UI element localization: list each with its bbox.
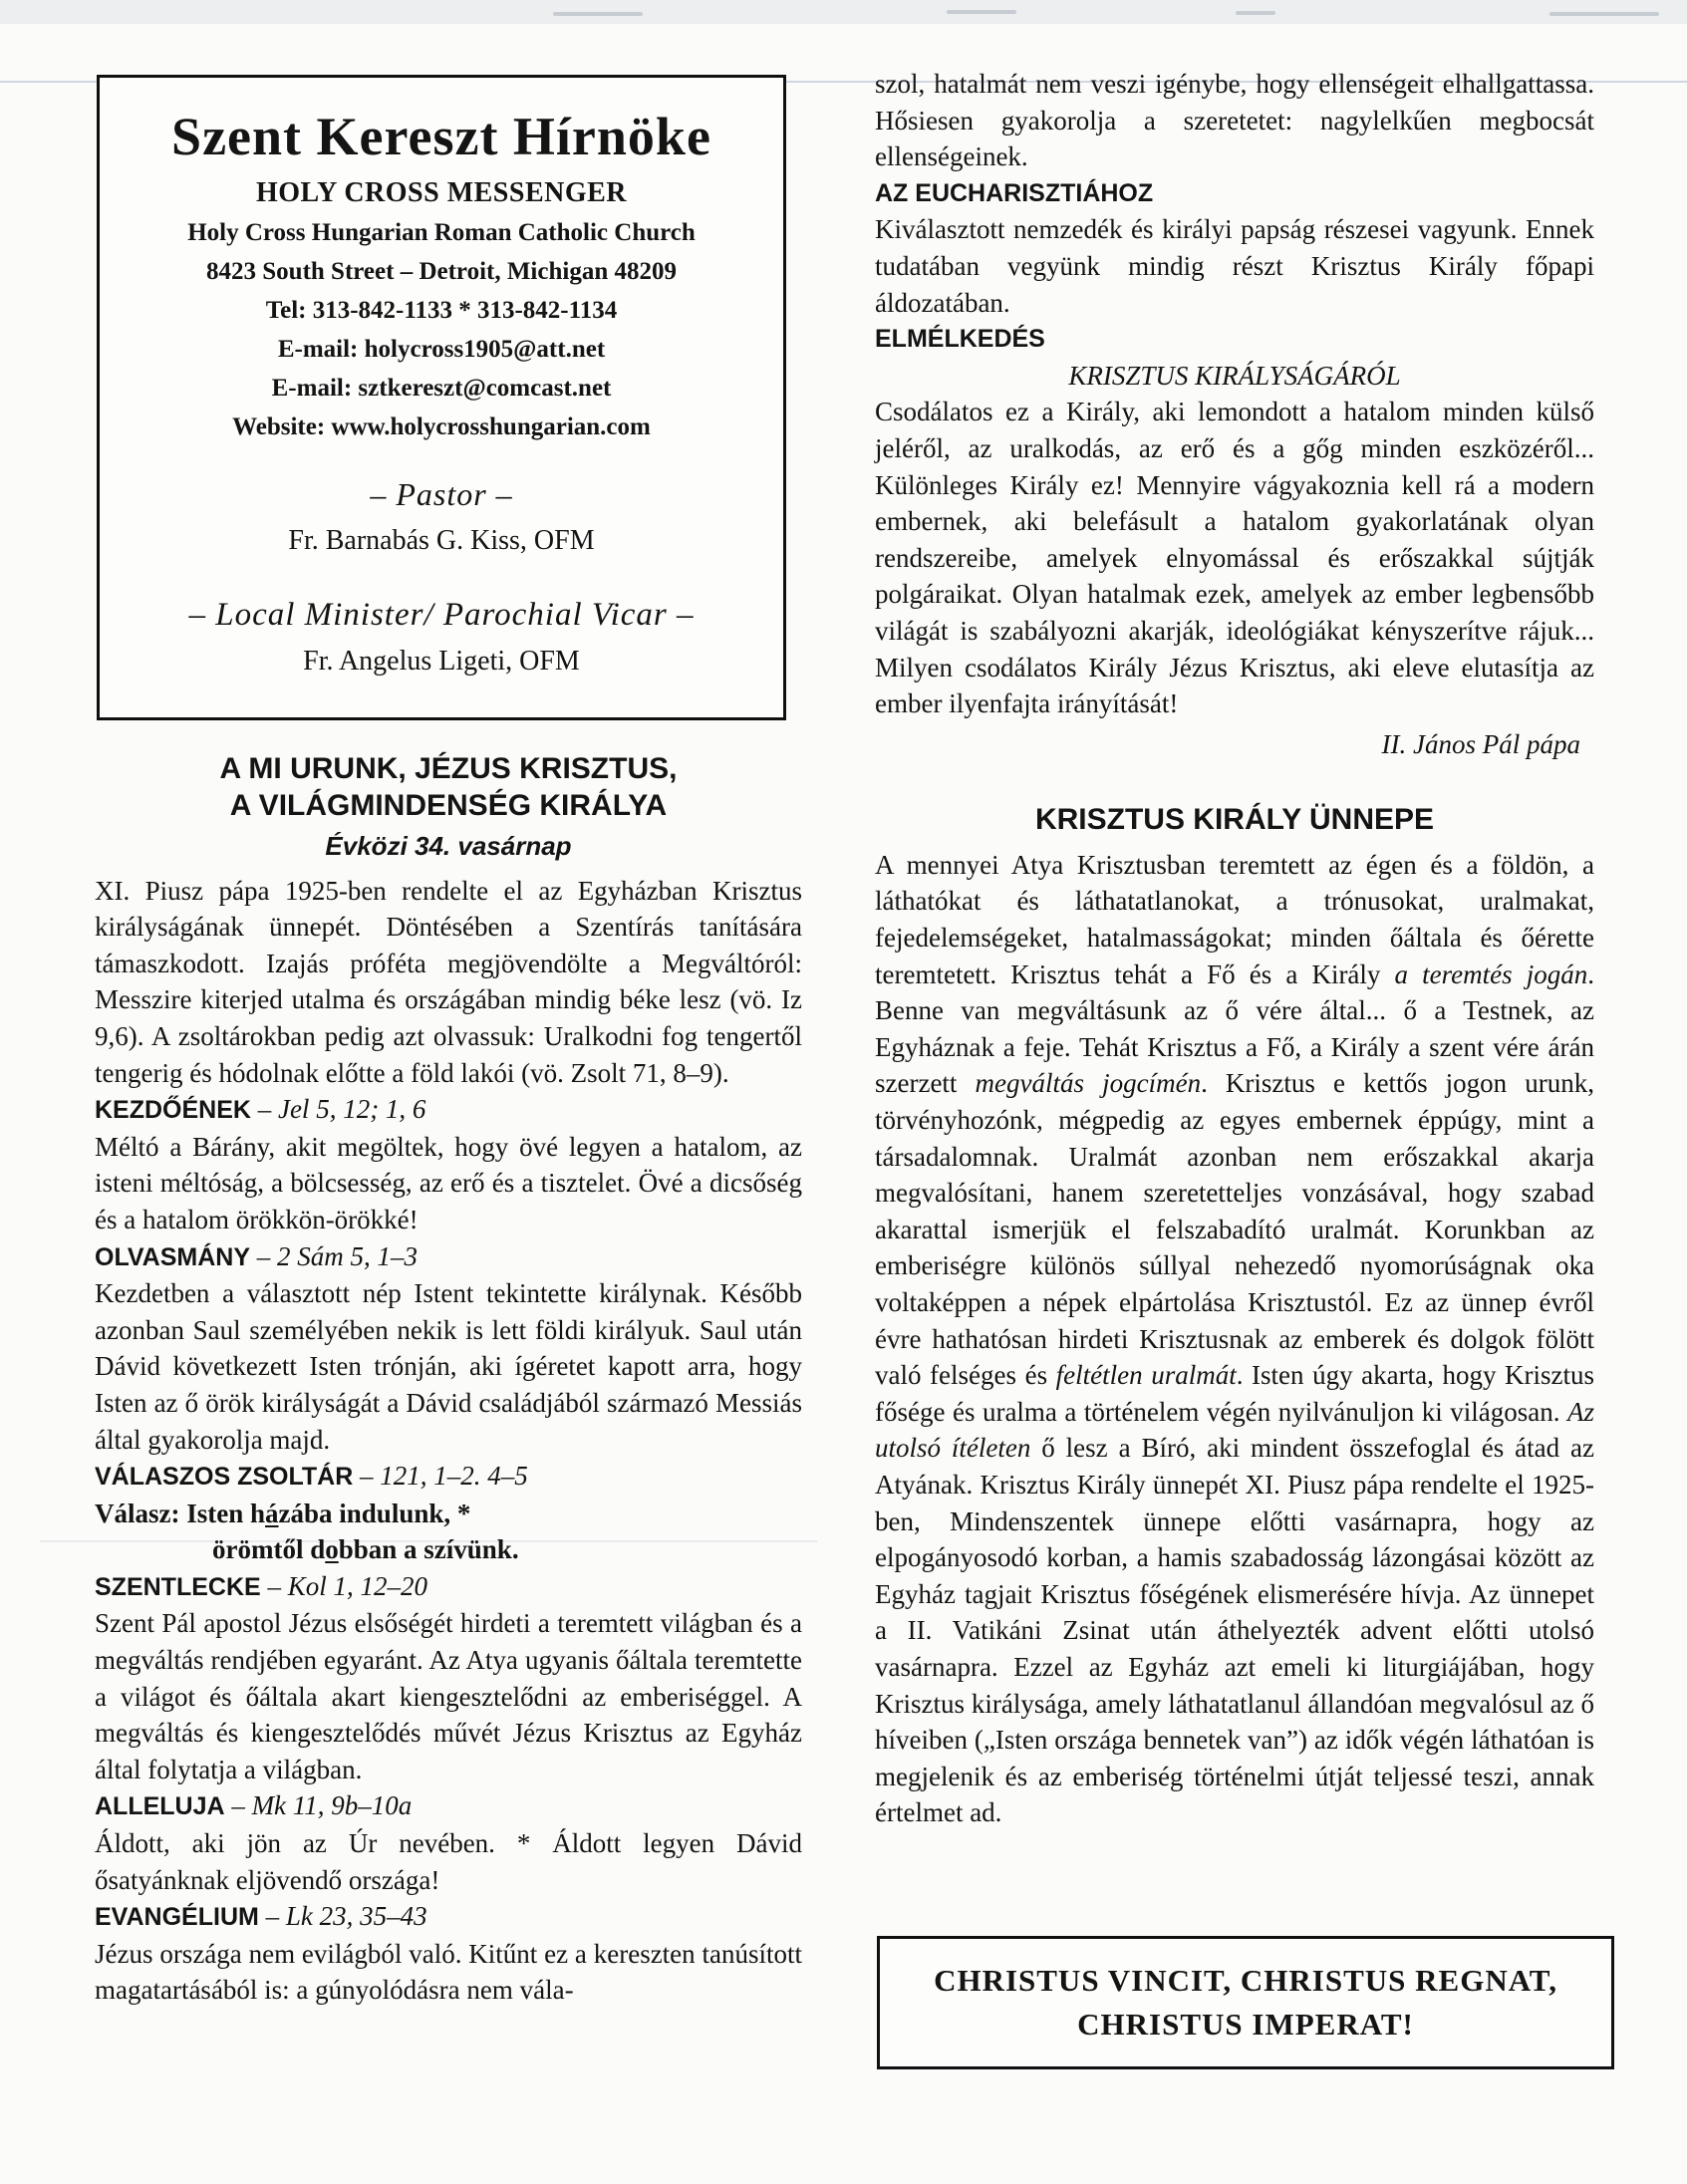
church-address: 8423 South Street – Detroit, Michigan 48209 bbox=[206, 258, 677, 285]
feast-heading-line2: A VILÁGMINDENSÉG KIRÁLYA bbox=[229, 789, 668, 822]
section-label: SZENTLECKE bbox=[95, 1572, 261, 1601]
section-body: Jézus országa nem evilágból való. Kitűnt ez a kereszten tanúsított magatartásából is: a gúnyolódásra nem vála- bbox=[95, 1938, 802, 2006]
section-label: ALLELUJA bbox=[95, 1792, 225, 1821]
section-label: EVANGÉLIUM bbox=[95, 1903, 259, 1932]
pastor-label: – Pastor – bbox=[370, 476, 513, 512]
section-label: OLVASMÁNY bbox=[95, 1242, 251, 1271]
section-reference: – Kol 1, 12–20 bbox=[267, 1570, 427, 1601]
sunday-subtitle: Évközi 34. vasárnap bbox=[325, 831, 572, 861]
gospel-continuation: szol, hatalmát nem veszi igénybe, hogy ellenségeit elhallgattassa. Hősiesen gyakorolja a szeretetet: nagylelkűen megbocsát ellenségeinek. bbox=[875, 69, 1594, 172]
section-label: KEZDŐÉNEK bbox=[95, 1096, 251, 1125]
motto-line1: CHRISTUS VINCIT, CHRISTUS REGNAT, bbox=[934, 1963, 1557, 1998]
eucharist-body: Kiválasztott nemzedék és királyi papság részesei vagyunk. Ennek tudatában vegyünk mindig részt Krisztus Király főpapi áldozatában. bbox=[875, 214, 1594, 318]
feast-article-body: A mennyei Atya Krisztusban teremtett az égen és a földön, a láthatókat és láthatatlanokat, a trónusokat, uralmakat, fejedelemségeket, hatalmasságokat; minden őáltala és őérette teremtetett. Krisztus tehát a Fő és a Király a teremtés jogán. Benne van megváltásunk az ő vére által... ő a Testnek, az Egyháznak a feje. Tehát Krisztus a Fő, a Király a szent vére árán szerzett megváltás jogcímén. Krisztus e kettős jogon urunk, törvényhozónk, mégpedig az egyes embernek éppúgy, mint a társadalomnak. Uralmát azonban nem erőszakkal akarja megvalósítani, hanem szeretetteljes vonzásával, hogy szabad akarattal ismerjük el felszabadító uralmát. Korunkban az emberiségre különös súllyal nehezedő nyomorúságnak oka voltaképpen a népek elpártolása Krisztustól. Ez az ünnep évről évre hathatósan hirdeti Krisztusnak az emberek és dolgok fölött való felséges és feltétlen uralmát. Isten úgy akarta, hogy Krisztus fősége és uralma a történelem végén nyilvánuljon ki világosan. Az utolsó ítéleten ő lesz a Bíró, aki mindent összefoglal és átad az Atyának. Krisztus Király ünnepét XI. Piusz pápa rendelte el 1925-ben, Mindenszentek ünnepe előtti vasárnapra, hogy az elpogányosodó korban, a hamis szabadosság lázongásai között az Egyház tagjait Krisztus főségének elismerésére hívja. Az ünnepet a II. Vatikáni Zsinat után áthelyezték advent előtti utolsó vasárnapra. Ezzel az Egyház azt emeli ki liturgiájában, hogy Krisztus királysága, amely láthatatlanul állandóan megvalósul az ő híveiben („Isten országa bennetek van”) az idők végén láthatóan is megjelenik és az emberiség történelmi útját teljessé teszi, annak értelmet ad. bbox=[875, 849, 1595, 1828]
scan-artifact-top-strip bbox=[0, 0, 1687, 24]
intro-paragraph: XI. Piusz pápa 1925-ben rendelte el az Egyházban Krisztus királyságának ünnepét. Döntésében a Szentírás tanítására támaszkodott. Izajás próféta megjövendölte a Megváltóról: Messzire kiterjed utalma és országában mindig béke lesz (vö. Iz 9,6). A zsoltárokban pedig azt olvassuk: Uralkodni fog tengertől tengerig és hódolnak előtte a föld lakói (vö. Zsolt 71, 8–9). bbox=[95, 875, 802, 1088]
section-head-szentlecke bbox=[95, 1568, 802, 1606]
church-email-1: E-mail: holycross1905@att.net bbox=[277, 336, 606, 363]
feast-heading-line1: A MI URUNK, JÉZUS KRISZTUS, bbox=[219, 752, 678, 785]
section-body: Áldott, aki jön az Úr nevében. * Áldott legyen Dávid ősatyánknak eljövendő országa! bbox=[95, 1828, 802, 1895]
section-label: VÁLASZOS ZSOLTÁR bbox=[95, 1463, 354, 1492]
section-reference: – Jel 5, 12; 1, 6 bbox=[257, 1094, 426, 1125]
section-reference: – Lk 23, 35–43 bbox=[265, 1901, 427, 1932]
scan-artifact-dash bbox=[947, 10, 1016, 14]
masthead-title: Szent Kereszt Hírnöke bbox=[171, 107, 711, 166]
motto-box bbox=[877, 1936, 1614, 2069]
scan-artifact-dash bbox=[1549, 12, 1659, 16]
section-head-meditation: ELMÉLKEDÉS bbox=[875, 325, 1045, 354]
section-body: Szent Pál apostol Jézus elsőségét hirdeti a teremtett világban és a megváltás rendjében egyaránt. Az Atya ugyanis őáltala teremtette a világot és őáltala akart kiengesztelődni az emberiséggel. A megváltás és kiengesztelődés művét Jézus Krisztus az Egyház által folytatja a világban. bbox=[95, 1608, 802, 1784]
scan-artifact-dash bbox=[1236, 11, 1275, 15]
section-reference: – Mk 11, 9b–10a bbox=[231, 1790, 413, 1821]
psalm-response-line1: Válasz: Isten házába indulunk, * bbox=[95, 1498, 471, 1528]
masthead-box bbox=[97, 75, 786, 720]
feast-article-title: KRISZTUS KIRÁLY ÜNNEPE bbox=[1034, 803, 1435, 837]
meditation-attribution: II. János Pál pápa bbox=[1381, 728, 1580, 759]
section-body: Méltó a Bárány, akit megöltek, hogy övé legyen a hatalom, az isteni méltóság, a bölcsesség, az erő és a tisztelet. Övé a dicsőség és a hatalom örökkön-örökké! bbox=[95, 1131, 802, 1234]
vicar-name: Fr. Angelus Ligeti, OFM bbox=[303, 646, 580, 677]
section-head-evangelium bbox=[95, 1898, 802, 1936]
section-head-alleluja bbox=[95, 1787, 802, 1825]
church-phone: Tel: 313-842-1133 * 313-842-1134 bbox=[265, 297, 618, 324]
psalm-response-line2: örömtől dobban a szívünk. bbox=[212, 1534, 519, 1565]
pastor-name: Fr. Barnabás G. Kiss, OFM bbox=[288, 525, 595, 556]
section-head-eucharist: AZ EUCHARISZTIÁHOZ bbox=[875, 178, 1154, 207]
scan-artifact-dash bbox=[553, 12, 643, 16]
motto-line2: CHRISTUS IMPERAT! bbox=[1077, 2007, 1414, 2042]
meditation-title: KRISZTUS KIRÁLYSÁGÁRÓL bbox=[1068, 360, 1401, 391]
section-body: Kezdetben a választott nép Istent tekintette királynak. Később azonban Saul személyében nekik is lett földi királyuk. Saul után Dávid következett Isten trónján, aki ígéretet kapott arra, hogy Isten az ő örök királyságát a Dávid családjából származó Messiás által gyakorolja majd. bbox=[95, 1278, 802, 1455]
right-column bbox=[875, 66, 1594, 1831]
masthead-subtitle: HOLY CROSS MESSENGER bbox=[255, 177, 628, 208]
section-reference: – 2 Sám 5, 1–3 bbox=[256, 1240, 419, 1271]
left-column bbox=[95, 750, 802, 2009]
section-head-olvasmany bbox=[95, 1238, 802, 1276]
meditation-body: Csodálatos ez a Király, aki lemondott a hatalom minden külső jeléről, az uralkodás, az erő és a gőg minden eszközéről... Különleges Király ez! Mennyire vágyakoznia kell rá a modern embernek, aki belefásult a hatalom gyakorlatának olyan rendszereibe, amelyek elnyomással és erőszakkal sújtják polgáraikat. Olyan hatalmak ezek, amelyek az ember legbensőbb világát is szabályozni akarják, ideológiákat kényszerítve rájuk... Milyen csodálatos Király Jézus Krisztus, aki eleve elutasítja az ember ilyenfajta irányítását! bbox=[875, 397, 1594, 719]
section-head-kezdoenek bbox=[95, 1091, 802, 1129]
vicar-label: – Local Minister/ Parochial Vicar – bbox=[188, 597, 695, 633]
section-head-valaszos-zsoltar bbox=[95, 1458, 802, 1496]
church-email-2: E-mail: sztkereszt@comcast.net bbox=[271, 375, 612, 402]
section-reference: – 121, 1–2. 4–5 bbox=[360, 1461, 528, 1492]
church-name: Holy Cross Hungarian Roman Catholic Church bbox=[187, 219, 696, 246]
church-website: Website: www.holycrosshungarian.com bbox=[232, 413, 651, 440]
